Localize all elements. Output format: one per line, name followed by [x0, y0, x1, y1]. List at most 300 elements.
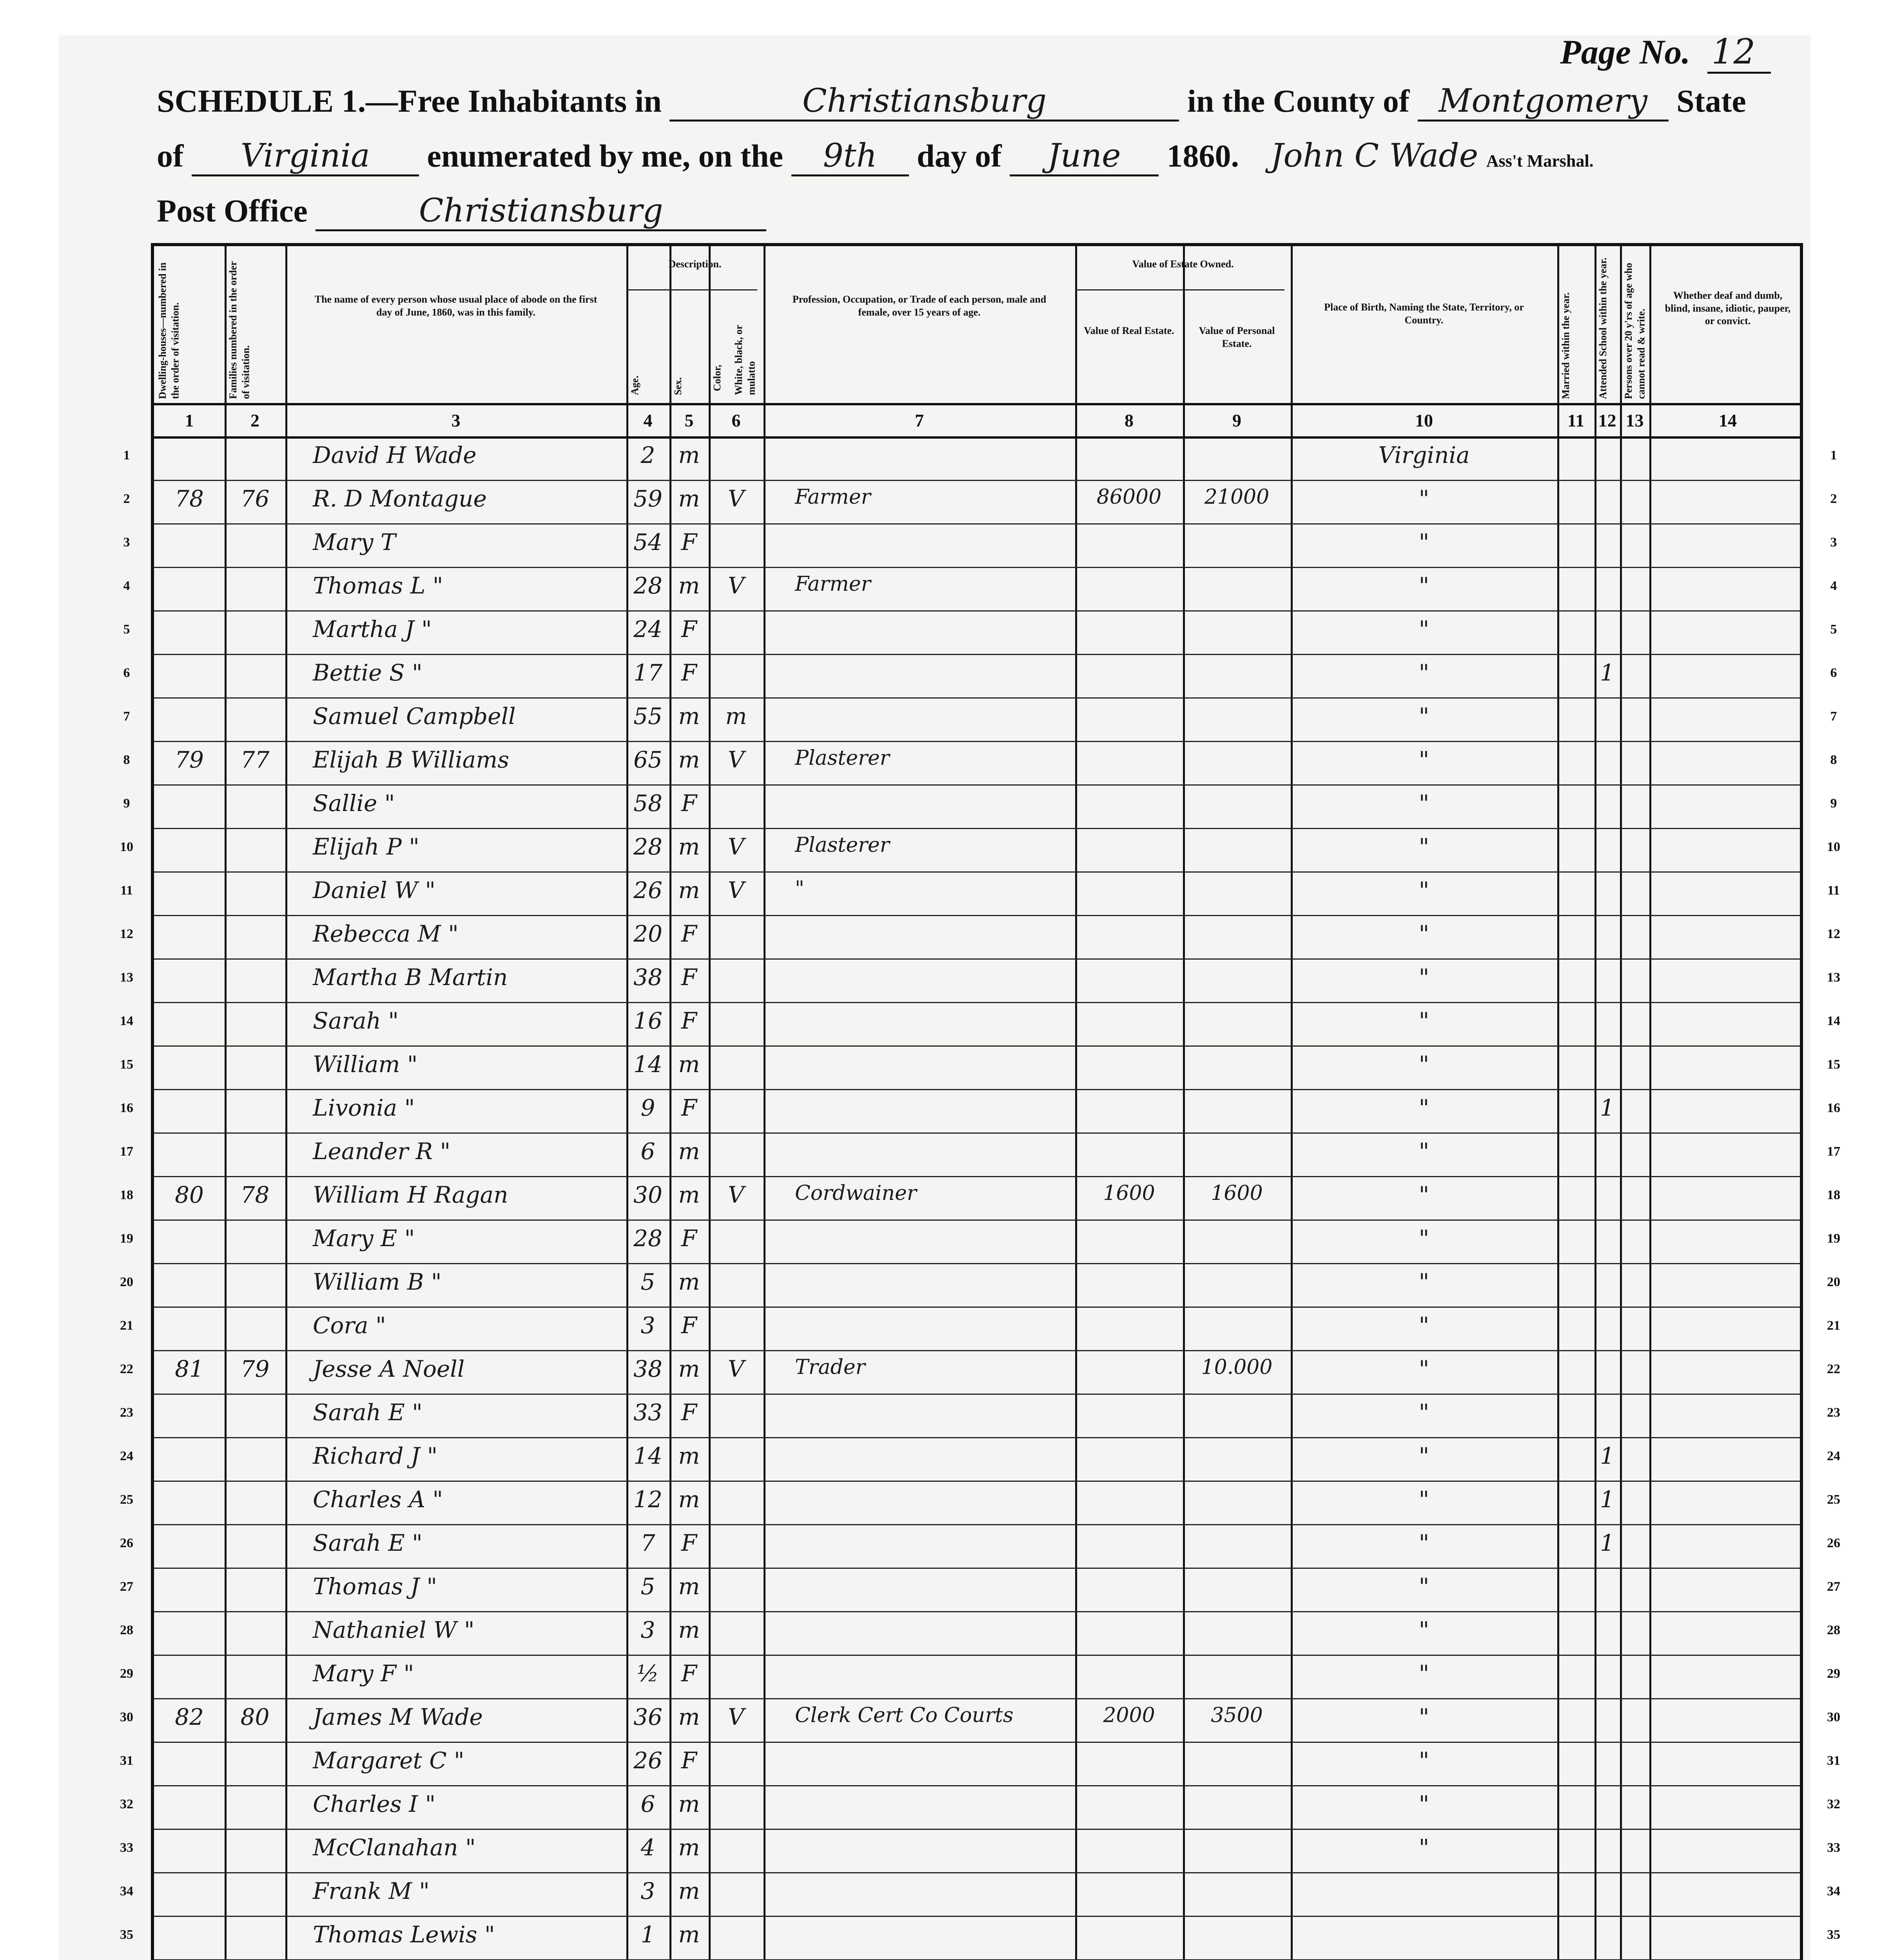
col-header-cannot-read: Persons over 20 y'rs of age who cannot read & write. [1623, 263, 1647, 399]
cell-age: 17 [633, 659, 662, 686]
in-county-label: in the County of [1187, 83, 1410, 119]
cell-real-estate: 1600 [1103, 1181, 1155, 1205]
row-rule [154, 1481, 1800, 1482]
cell-birthplace: " [1419, 1051, 1429, 1078]
cell-name: Jesse A Noell [313, 1356, 465, 1382]
page-number-area [1560, 31, 1771, 72]
row-rule [154, 741, 1800, 742]
cell-age: 59 [633, 485, 662, 512]
cell-sex: F [681, 659, 697, 686]
column-divider [225, 246, 227, 1960]
row-number-right: 7 [1830, 709, 1837, 724]
cell-sex: F [681, 964, 697, 991]
row-number-left: 3 [123, 535, 130, 550]
cell-occupation: Trader [795, 1356, 865, 1379]
cell-color: V [728, 833, 744, 860]
cell-age: 24 [633, 616, 662, 642]
row-number-left: 16 [120, 1101, 133, 1115]
row-rule [154, 1263, 1800, 1264]
col-header-age: Age. [629, 376, 640, 395]
column-number: 12 [1598, 410, 1616, 430]
cell-name: Charles A " [313, 1486, 443, 1513]
cell-sex: m [678, 877, 700, 904]
enumerated-label: enumerated by me, on the [427, 138, 784, 174]
cell-birthplace: " [1419, 1486, 1429, 1513]
col-header-family: Families numbered in the order of visitation. [227, 261, 252, 399]
row-rule [154, 1568, 1800, 1569]
cell-school: 1 [1600, 1094, 1614, 1121]
column-number: 11 [1567, 410, 1585, 430]
row-number-right: 5 [1830, 622, 1837, 637]
cell-name: Martha J " [313, 616, 432, 642]
cell-name: Daniel W " [313, 877, 436, 904]
cell-sex: m [678, 1051, 700, 1078]
row-number-left: 20 [120, 1275, 133, 1289]
row-number-left: 2 [123, 492, 130, 506]
cell-occupation: Farmer [795, 485, 871, 509]
cell-name: Sarah E " [313, 1530, 423, 1556]
row-number-right: 28 [1827, 1623, 1840, 1637]
column-number: 7 [915, 410, 924, 430]
cell-sex: m [678, 1356, 700, 1382]
header-line-2 [157, 137, 1594, 176]
row-number-right: 27 [1827, 1579, 1840, 1594]
cell-sex: F [681, 1399, 697, 1426]
cell-birthplace: " [1419, 616, 1429, 642]
cell-name: Richard J " [313, 1443, 438, 1469]
row-number-left: 32 [120, 1797, 133, 1811]
cell-personal-estate: 3500 [1211, 1704, 1263, 1727]
row-number-right: 26 [1827, 1536, 1840, 1550]
column-number: 4 [643, 410, 653, 430]
row-rule [154, 1655, 1800, 1656]
row-number-left: 25 [120, 1492, 133, 1507]
cell-personal-estate: 21000 [1204, 485, 1270, 509]
row-number-right: 14 [1827, 1014, 1840, 1028]
row-number-left: 4 [123, 579, 130, 593]
column-divider [285, 246, 287, 1960]
cell-birthplace: " [1419, 1704, 1429, 1730]
row-number-right: 24 [1827, 1449, 1840, 1463]
col-header-birthplace: Place of Birth, Naming the State, Territory, or Country. [1324, 301, 1524, 326]
row-rule [154, 1785, 1800, 1786]
cell-personal-estate: 10.000 [1201, 1356, 1273, 1379]
cell-family: 80 [240, 1704, 270, 1730]
cell-age: 14 [633, 1051, 662, 1078]
column-number: 9 [1232, 410, 1241, 430]
cell-dwelling: 78 [175, 485, 204, 512]
cell-color: V [728, 1181, 744, 1208]
row-number-left: 33 [120, 1840, 133, 1855]
cell-age: 5 [640, 1573, 655, 1600]
year-label: 1860. [1166, 138, 1239, 174]
cell-sex: F [681, 529, 697, 555]
row-number-left: 21 [120, 1318, 133, 1333]
cell-birthplace: " [1419, 1530, 1429, 1556]
row-number-right: 8 [1830, 753, 1837, 767]
column-number: 2 [250, 410, 259, 430]
cell-sex: m [678, 1617, 700, 1643]
column-number: 6 [731, 410, 741, 430]
col-header-description: Description. [668, 258, 722, 270]
cell-birthplace: " [1419, 1660, 1429, 1687]
row-number-right: 9 [1830, 796, 1837, 811]
cell-color: V [728, 877, 744, 904]
cell-color: V [728, 1704, 744, 1730]
cell-birthplace: " [1419, 833, 1429, 860]
row-number-right: 17 [1827, 1144, 1840, 1159]
cell-sex: F [681, 616, 697, 642]
column-divider [1595, 246, 1596, 1960]
row-number-left: 18 [120, 1188, 133, 1202]
cell-sex: m [678, 746, 700, 773]
cell-name: Thomas J " [313, 1573, 437, 1600]
cell-age: 26 [633, 1747, 662, 1774]
col-header-deaf: Whether deaf and dumb, blind, insane, idiotic, pauper, or convict. [1665, 290, 1791, 327]
cell-age: 20 [633, 920, 662, 947]
column-number: 1 [185, 410, 194, 430]
row-number-right: 21 [1827, 1318, 1840, 1333]
col-header-dwelling: Dwelling-houses—numbered in the order of visitation. [157, 262, 181, 399]
schedule-title: SCHEDULE 1.—Free Inhabitants in [157, 83, 662, 119]
column-divider [1291, 246, 1293, 1960]
row-rule [154, 654, 1800, 655]
cell-sex: m [678, 1486, 700, 1513]
cell-name: Margaret C " [313, 1747, 464, 1774]
row-number-left: 1 [123, 448, 130, 463]
row-rule [154, 1742, 1800, 1743]
cell-birthplace: " [1419, 1617, 1429, 1643]
row-number-left: 29 [120, 1666, 133, 1681]
cell-age: 38 [633, 1356, 662, 1382]
cell-school: 1 [1600, 1443, 1614, 1469]
column-divider [1649, 246, 1651, 1960]
cell-age: 28 [633, 572, 662, 599]
cell-occupation: Cordwainer [795, 1181, 917, 1205]
cell-school: 1 [1600, 1530, 1614, 1556]
cell-sex: m [678, 1269, 700, 1295]
cell-sex: m [678, 1138, 700, 1165]
row-number-right: 3 [1830, 535, 1837, 550]
cell-dwelling: 80 [175, 1181, 204, 1208]
enumeration-day: 9th [791, 137, 909, 176]
cell-dwelling: 82 [175, 1704, 204, 1730]
cell-sex: m [678, 1181, 700, 1208]
row-rule [154, 1698, 1800, 1699]
cell-name: Leander R " [313, 1138, 451, 1165]
row-number-right: 16 [1827, 1101, 1840, 1115]
cell-age: 65 [633, 746, 662, 773]
row-rule [154, 1045, 1800, 1047]
row-rule [154, 1829, 1800, 1830]
row-number-right: 10 [1827, 840, 1840, 854]
header-line-3 [157, 192, 766, 231]
cell-age: 1 [640, 1921, 655, 1948]
cell-birthplace: " [1419, 1443, 1429, 1469]
state-name: Virginia [192, 137, 419, 176]
row-number-right: 32 [1827, 1797, 1840, 1811]
row-number-left: 35 [120, 1927, 133, 1942]
column-divider [669, 246, 671, 1960]
header-line-1 [157, 82, 1746, 122]
cell-name: William B " [313, 1269, 442, 1295]
row-number-right: 34 [1827, 1884, 1840, 1898]
day-of-label: day of [917, 138, 1002, 174]
cell-name: Charles I " [313, 1791, 436, 1817]
column-divider [764, 246, 766, 1960]
place-name: Christiansburg [669, 82, 1179, 122]
state-label: State [1676, 83, 1746, 119]
cell-birthplace: " [1419, 529, 1429, 555]
cell-birthplace: " [1419, 572, 1429, 599]
cell-name: Thomas Lewis " [313, 1921, 495, 1948]
cell-age: 5 [640, 1269, 655, 1295]
cell-birthplace: " [1419, 920, 1429, 947]
row-number-left: 26 [120, 1536, 133, 1550]
cell-birthplace: " [1419, 1356, 1429, 1382]
row-rule [154, 1132, 1800, 1134]
cell-color: m [725, 703, 747, 730]
row-rule [154, 1176, 1800, 1177]
col-header-married: Married within the year. [1560, 292, 1571, 399]
row-rule [154, 828, 1800, 829]
cell-name: McClanahan " [313, 1834, 476, 1861]
col-header-color: White, black, or mulatto [733, 325, 757, 395]
row-number-left: 15 [120, 1057, 133, 1072]
cell-name: Livonia " [313, 1094, 415, 1121]
cell-birthplace: " [1419, 746, 1429, 773]
row-number-right: 19 [1827, 1231, 1840, 1246]
row-number-right: 29 [1827, 1666, 1840, 1681]
cell-age: 58 [633, 790, 662, 817]
cell-name: Mary F " [313, 1660, 414, 1687]
cell-name: Thomas L " [313, 572, 443, 599]
cell-sex: F [681, 790, 697, 817]
row-number-left: 11 [120, 883, 133, 898]
row-number-right: 12 [1827, 927, 1840, 941]
row-number-right: 11 [1827, 883, 1840, 898]
cell-age: ½ [637, 1660, 659, 1687]
column-number: 3 [451, 410, 461, 430]
cell-sex: F [681, 1747, 697, 1774]
cell-sex: m [678, 442, 700, 468]
cell-family: 76 [240, 485, 270, 512]
cell-real-estate: 2000 [1103, 1704, 1155, 1727]
column-divider [709, 246, 711, 1960]
row-number-right: 31 [1827, 1753, 1840, 1768]
cell-birthplace: " [1419, 1399, 1429, 1426]
row-rule [154, 1437, 1800, 1438]
row-number-left: 17 [120, 1144, 133, 1159]
cell-sex: m [678, 485, 700, 512]
page-label: Page No. [1560, 33, 1691, 71]
row-number-left: 19 [120, 1231, 133, 1246]
row-rule [154, 697, 1800, 699]
col-header-school: Attended School within the year. [1597, 258, 1609, 399]
column-number: 8 [1125, 410, 1134, 430]
cell-age: 28 [633, 1225, 662, 1252]
of-label: of [157, 138, 184, 174]
post-office-label: Post Office [157, 193, 308, 229]
cell-sex: F [681, 920, 697, 947]
cell-age: 4 [640, 1834, 655, 1861]
cell-real-estate: 86000 [1096, 485, 1162, 509]
cell-dwelling: 81 [175, 1356, 204, 1382]
cell-occupation: " [795, 877, 804, 900]
cell-age: 14 [633, 1443, 662, 1469]
col-header-name: The name of every person whose usual place of abode on the first day of June, 1860, was in this family. [314, 294, 597, 318]
row-number-left: 10 [120, 840, 133, 854]
column-divider [1183, 246, 1185, 1960]
col-header-color-prefix: Color, [711, 365, 723, 391]
row-number-right: 1 [1830, 448, 1837, 463]
cell-sex: m [678, 1834, 700, 1861]
cell-birthplace: " [1419, 1181, 1429, 1208]
cell-color: V [728, 485, 744, 512]
column-number: 10 [1415, 410, 1433, 430]
row-rule [154, 567, 1800, 568]
cell-name: Sallie " [313, 790, 395, 817]
cell-birthplace: " [1419, 1791, 1429, 1817]
cell-age: 16 [633, 1007, 662, 1034]
cell-sex: F [681, 1007, 697, 1034]
cell-name: Rebecca M " [313, 920, 459, 947]
cell-sex: m [678, 703, 700, 730]
cell-sex: F [681, 1094, 697, 1121]
row-rule [154, 1394, 1800, 1395]
row-rule [154, 1872, 1800, 1873]
cell-birthplace: " [1419, 1269, 1429, 1295]
cell-age: 6 [640, 1138, 655, 1165]
row-number-left: 9 [123, 796, 130, 811]
cell-birthplace: " [1419, 1312, 1429, 1339]
cell-sex: F [681, 1225, 697, 1252]
cell-age: 9 [640, 1094, 655, 1121]
row-number-left: 24 [120, 1449, 133, 1463]
row-rule [154, 915, 1800, 916]
cell-birthplace: " [1419, 1094, 1429, 1121]
county-name: Montgomery [1418, 82, 1669, 122]
cell-name: Sarah " [313, 1007, 399, 1034]
col-header-estate: Value of Estate Owned. [1132, 258, 1234, 270]
cell-sex: m [678, 1573, 700, 1600]
marshal-signature: John C Wade [1270, 137, 1478, 174]
cell-name: Frank M " [313, 1878, 430, 1904]
cell-age: 3 [640, 1878, 655, 1904]
row-rule [154, 1350, 1800, 1351]
cell-name: David H Wade [313, 442, 477, 468]
column-divider [626, 246, 628, 1960]
cell-sex: m [678, 833, 700, 860]
row-rule [154, 871, 1800, 873]
column-number: 5 [684, 410, 694, 430]
row-number-left: 7 [123, 709, 130, 724]
row-number-left: 14 [120, 1014, 133, 1028]
cell-age: 12 [633, 1486, 662, 1513]
cell-name: Elijah B Williams [313, 746, 509, 773]
row-rule [154, 1220, 1800, 1221]
cell-age: 3 [640, 1617, 655, 1643]
row-number-right: 25 [1827, 1492, 1840, 1507]
cell-birthplace: " [1419, 1747, 1429, 1774]
header-bottom-rule [154, 403, 1800, 405]
cell-age: 6 [640, 1791, 655, 1817]
column-divider [1075, 246, 1077, 1960]
cell-name: Mary E " [313, 1225, 415, 1252]
cell-occupation: Clerk Cert Co Courts [795, 1704, 1014, 1727]
row-rule [154, 958, 1800, 960]
cell-personal-estate: 1600 [1211, 1181, 1263, 1205]
cell-name: William " [313, 1051, 418, 1078]
row-number-left: 27 [120, 1579, 133, 1594]
row-number-right: 20 [1827, 1275, 1840, 1289]
row-number-left: 5 [123, 622, 130, 637]
cell-name: Elijah P " [313, 833, 419, 860]
row-number-left: 13 [120, 970, 133, 985]
row-number-right: 15 [1827, 1057, 1840, 1072]
cell-birthplace: " [1419, 1007, 1429, 1034]
cell-age: 38 [633, 964, 662, 991]
col-header-occupation: Profession, Occupation, or Trade of each person, male and female, over 15 years of age. [792, 294, 1047, 318]
cell-sex: m [678, 1878, 700, 1904]
col-header-sex: Sex. [672, 377, 684, 395]
cell-occupation: Plasterer [795, 833, 890, 857]
cell-name: Bettie S " [313, 659, 423, 686]
row-rule [154, 480, 1800, 481]
row-number-left: 34 [120, 1884, 133, 1898]
row-rule [154, 1089, 1800, 1090]
cell-age: 2 [640, 442, 655, 468]
cell-birthplace: " [1419, 659, 1429, 686]
cell-name: Samuel Campbell [313, 703, 516, 730]
cell-age: 3 [640, 1312, 655, 1339]
cell-age: 28 [633, 833, 662, 860]
cell-dwelling: 79 [175, 746, 204, 773]
marshal-title: Ass't Marshal. [1486, 151, 1594, 171]
cell-color: V [728, 746, 744, 773]
row-rule [154, 1916, 1800, 1917]
row-number-right: 6 [1830, 666, 1837, 680]
row-rule [154, 1002, 1800, 1003]
cell-age: 7 [640, 1530, 655, 1556]
cell-birthplace: Virginia [1378, 442, 1470, 468]
cell-age: 26 [633, 877, 662, 904]
cell-sex: m [678, 1921, 700, 1948]
row-number-right: 33 [1827, 1840, 1840, 1855]
row-number-left: 23 [120, 1405, 133, 1420]
enumeration-month: June [1010, 137, 1159, 176]
row-rule [154, 1524, 1800, 1525]
cell-birthplace: " [1419, 1834, 1429, 1861]
row-number-right: 4 [1830, 579, 1837, 593]
cell-sex: m [678, 1791, 700, 1817]
cell-school: 1 [1600, 659, 1614, 686]
cell-name: Martha B Martin [313, 964, 508, 991]
column-divider [1557, 246, 1559, 1960]
row-number-left: 30 [120, 1710, 133, 1724]
cell-name: James M Wade [313, 1704, 483, 1730]
cell-birthplace: " [1419, 1573, 1429, 1600]
cell-name: Nathaniel W " [313, 1617, 475, 1643]
row-number-left: 22 [120, 1362, 133, 1376]
cell-name: Cora " [313, 1312, 386, 1339]
cell-sex: m [678, 1443, 700, 1469]
cell-age: 54 [633, 529, 662, 555]
cell-birthplace: " [1419, 1138, 1429, 1165]
cell-color: V [728, 572, 744, 599]
cell-sex: F [681, 1312, 697, 1339]
cell-age: 33 [633, 1399, 662, 1426]
